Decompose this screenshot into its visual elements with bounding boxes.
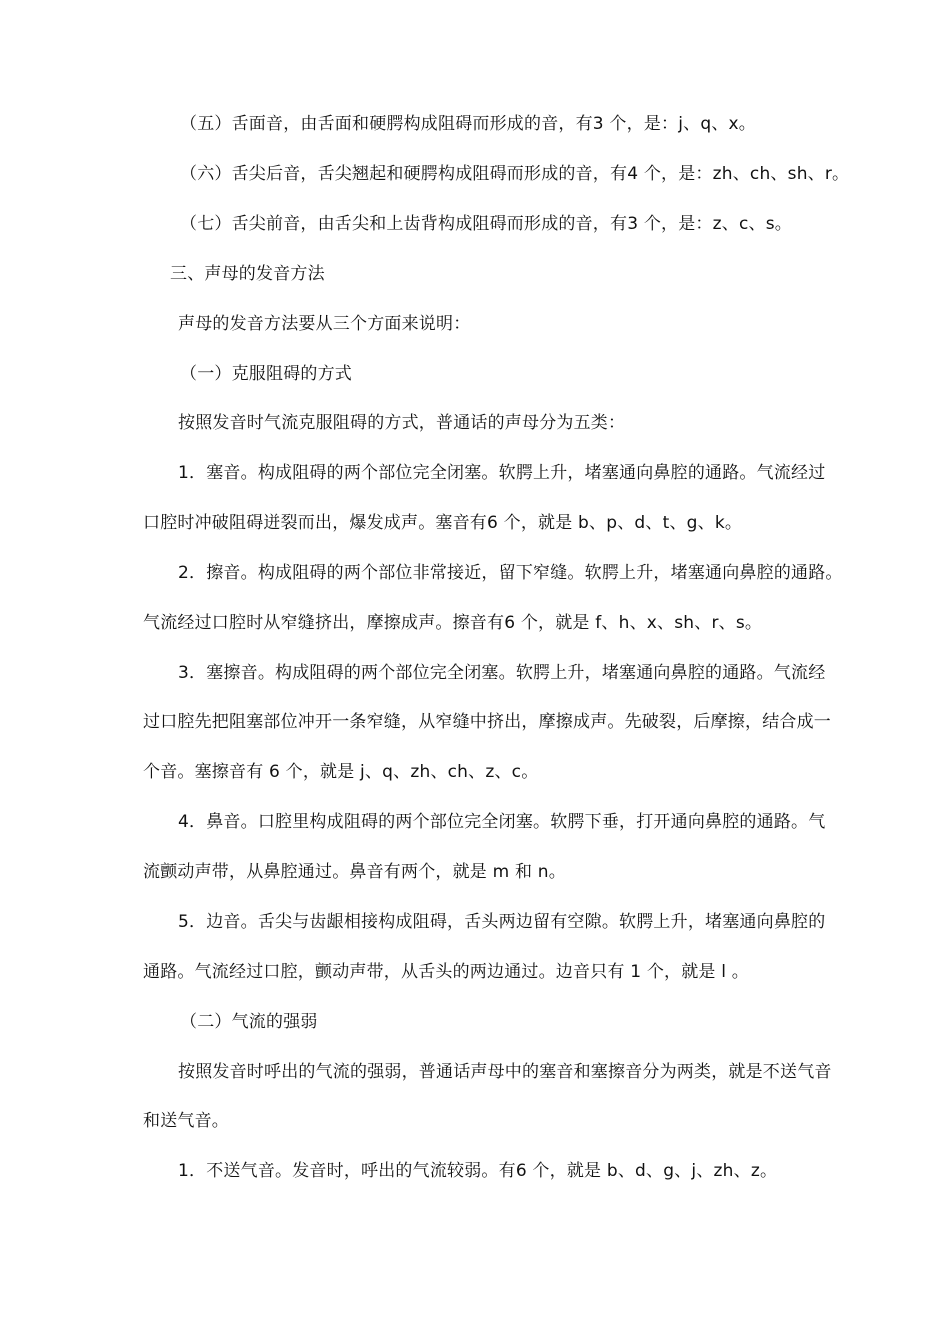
paragraph-line: 气流经过口腔时从窄缝挤出，摩擦成声。擦音有6 个，就是 f、h、x、sh、r、s。	[143, 613, 763, 633]
paragraph-line: 个音。塞擦音有 6 个，就是 j、q、zh、ch、z、c。	[143, 762, 539, 782]
paragraph-line: （七）舌尖前音，由舌尖和上齿背构成阻碍而形成的音，有3 个，是：z、c、s。	[180, 214, 792, 234]
paragraph-line: 流颤动声带，从鼻腔通过。鼻音有两个，就是 m 和 n。	[143, 862, 566, 882]
subsection-heading: （一）克服阻碍的方式	[180, 364, 352, 384]
paragraph-line: 按照发音时呼出的气流的强弱，普通话声母中的塞音和塞擦音分为两类，就是不送气音	[178, 1062, 832, 1082]
paragraph-line: 3．塞擦音。构成阻碍的两个部位完全闭塞。软腭上升，堵塞通向鼻腔的通路。气流经	[178, 663, 826, 683]
paragraph-line: 1．不送气音。发音时，呼出的气流较弱。有6 个，就是 b、d、g、j、zh、z。	[178, 1161, 778, 1181]
paragraph-line: 通路。气流经过口腔，颤动声带，从舌头的两边通过。边音只有 1 个，就是 l 。	[143, 962, 749, 982]
subsection-heading: （二）气流的强弱	[180, 1012, 318, 1032]
paragraph-line: 按照发音时气流克服阻碍的方式，普通话的声母分为五类：	[178, 413, 626, 433]
paragraph-line: （五）舌面音，由舌面和硬腭构成阻碍而形成的音，有3 个，是：j、q、x。	[180, 114, 756, 134]
paragraph-line: 声母的发音方法要从三个方面来说明：	[178, 314, 471, 334]
paragraph-line: 5．边音。舌尖与齿龈相接构成阻碍，舌头两边留有空隙。软腭上升，堵塞通向鼻腔的	[178, 912, 826, 932]
paragraph-line: 4．鼻音。口腔里构成阻碍的两个部位完全闭塞。软腭下垂，打开通向鼻腔的通路。气	[178, 812, 826, 832]
paragraph-line: 1．塞音。构成阻碍的两个部位完全闭塞。软腭上升，堵塞通向鼻腔的通路。气流经过	[178, 463, 826, 483]
paragraph-line: 和送气音。	[143, 1111, 229, 1131]
paragraph-line: 2．擦音。构成阻碍的两个部位非常接近，留下窄缝。软腭上升，堵塞通向鼻腔的通路。	[178, 563, 843, 583]
paragraph-line: 口腔时冲破阻碍迸裂而出，爆发成声。塞音有6 个，就是 b、p、d、t、g、k。	[143, 513, 743, 533]
section-heading: 三、声母的发音方法	[170, 264, 325, 284]
paragraph-line: （六）舌尖后音，舌尖翘起和硬腭构成阻碍而形成的音，有4 个，是：zh、ch、sh、r。	[180, 164, 850, 184]
paragraph-line: 过口腔先把阻塞部位冲开一条窄缝，从窄缝中挤出，摩擦成声。先破裂，后摩擦，结合成一	[143, 712, 831, 732]
